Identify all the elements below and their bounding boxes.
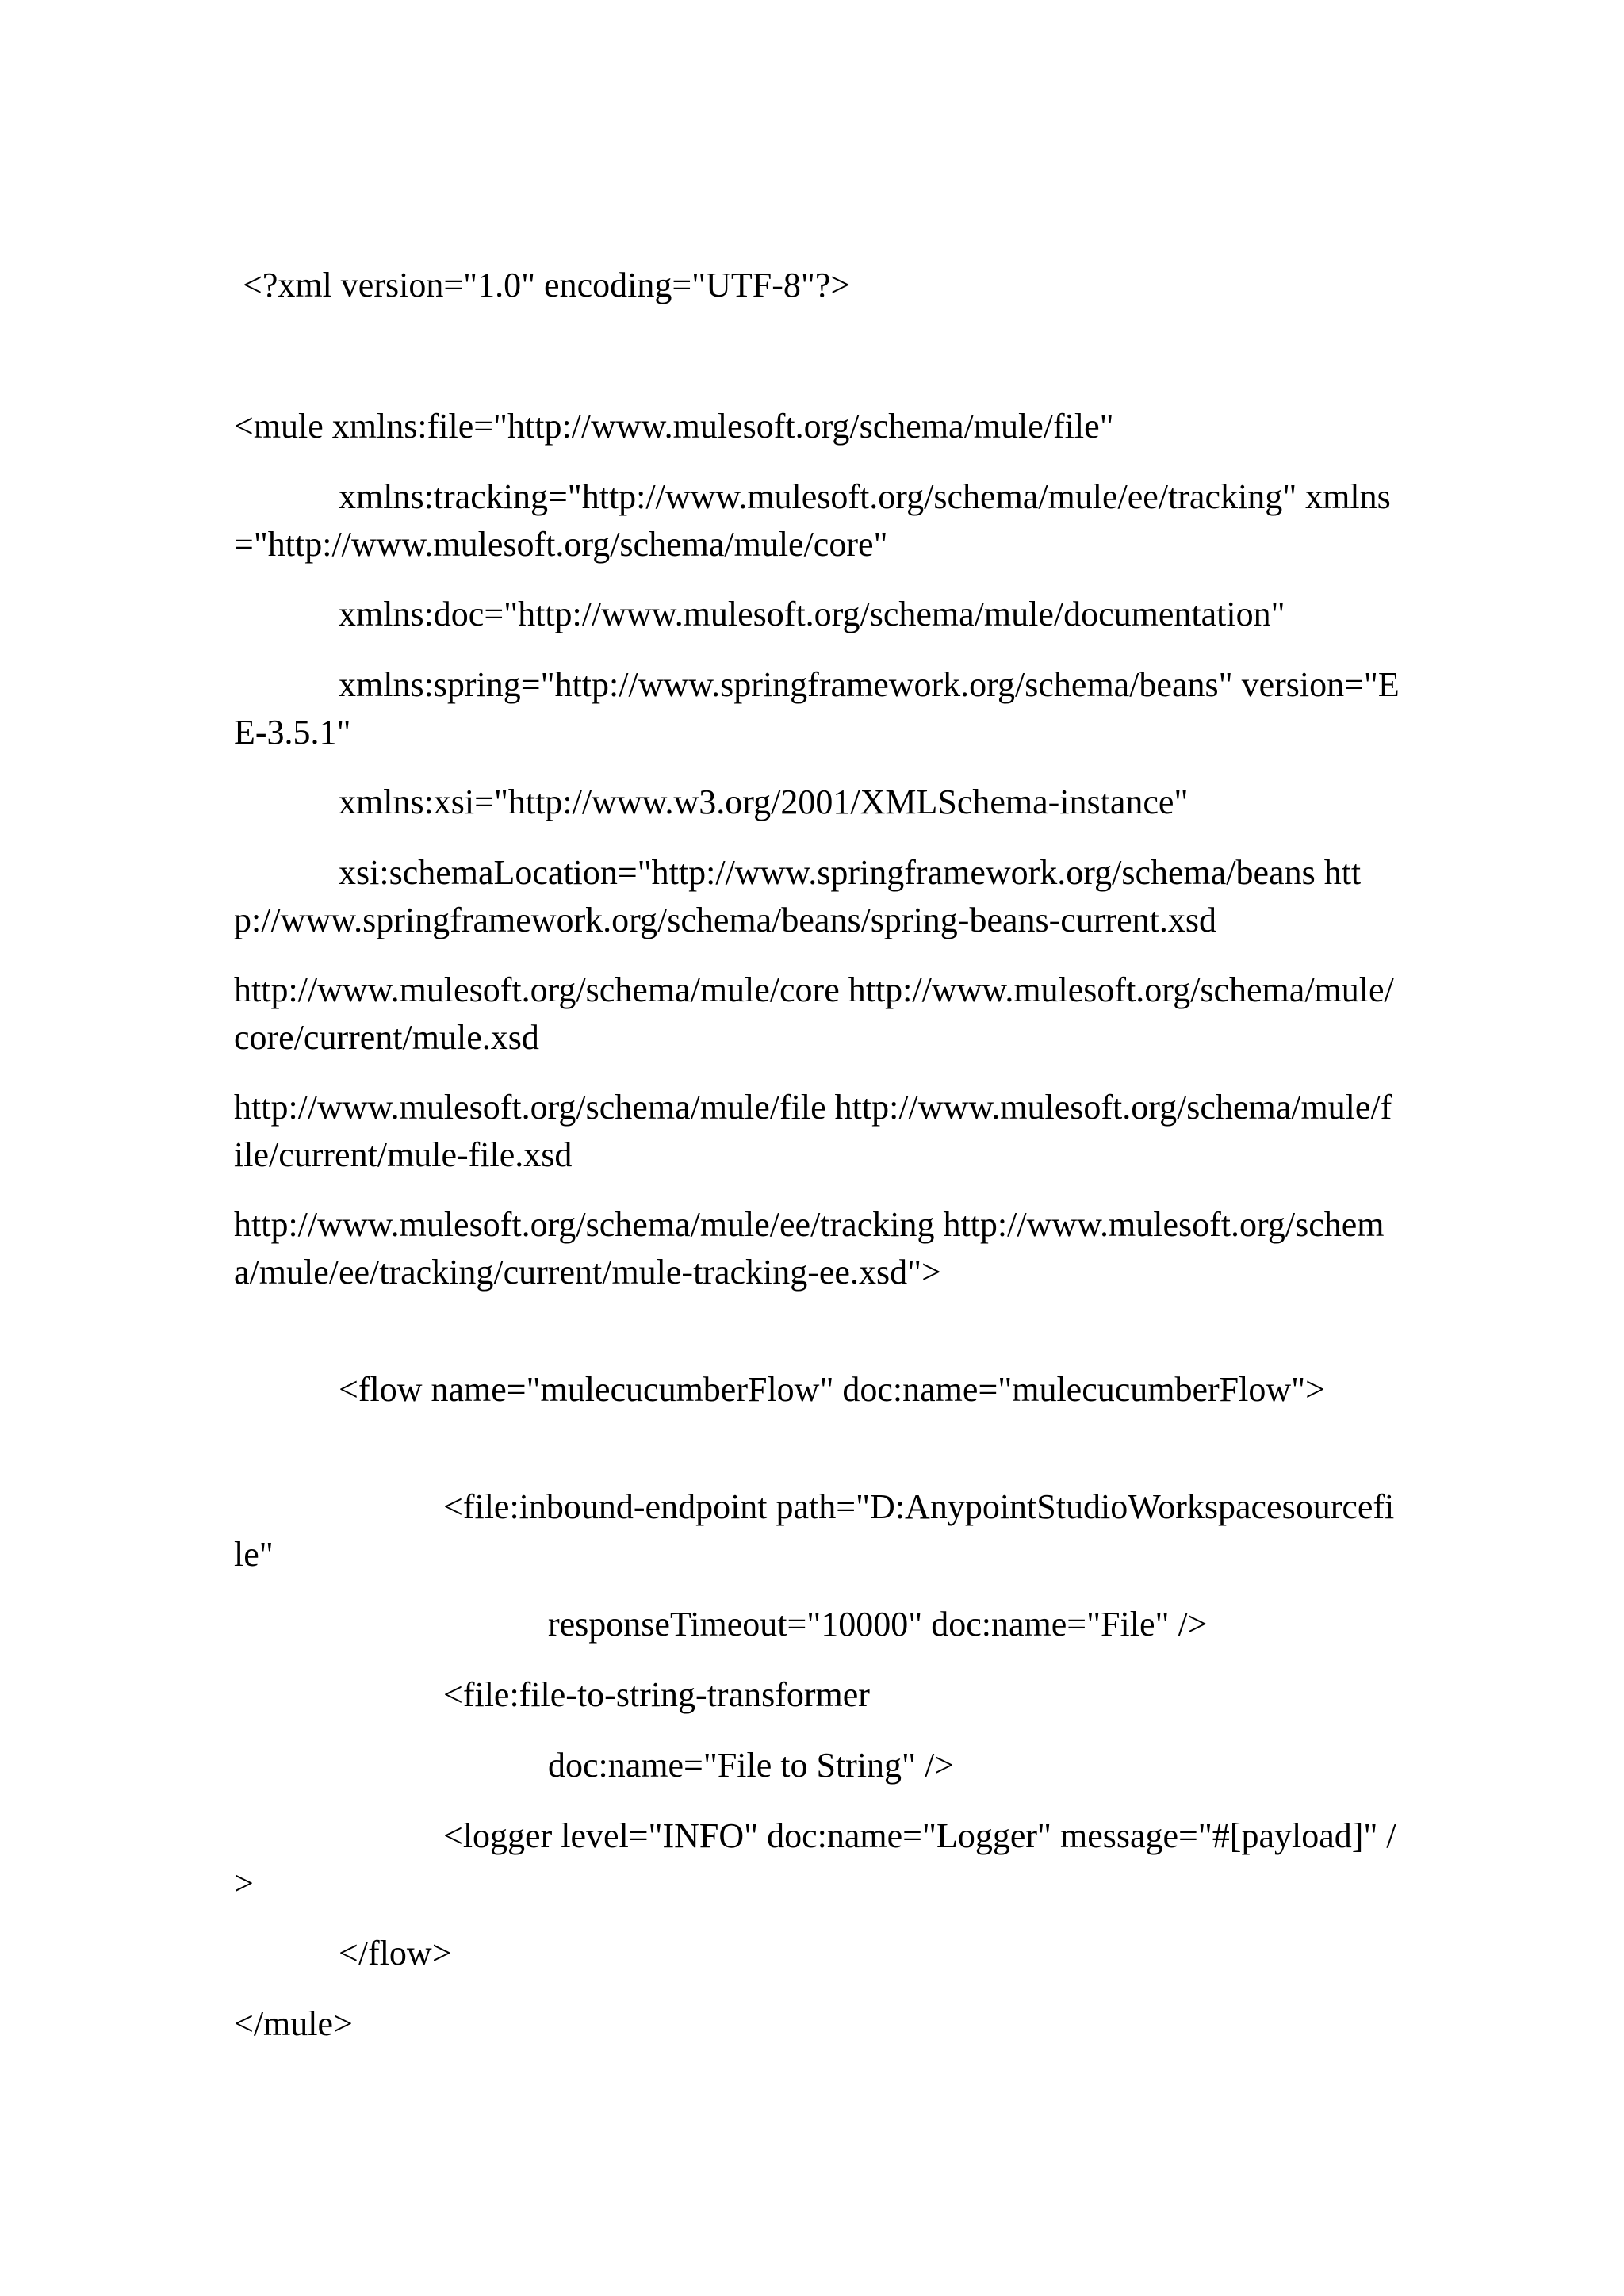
file-inbound-endpoint: <file:inbound-endpoint path="D:AnypointStudioWorkspacesourcefile" xyxy=(234,1487,1395,1574)
schema-location-tracking: http://www.mulesoft.org/schema/mule/ee/tracking http://www.mulesoft.org/schema/mule/ee/tracking/current/mule-tracking-ee.xsd"> xyxy=(234,1205,1385,1292)
schema-location-spring: xsi:schemaLocation="http://www.springframework.org/schema/beans http://www.springframework.org/schema/beans/spring-beans-current.xsd xyxy=(234,853,1362,939)
xmlns-tracking: xmlns:tracking="http://www.mulesoft.org/schema/mule/ee/tracking" xmlns="http://www.mulesoft.org/schema/mule/core" xyxy=(234,477,1391,564)
logger-element: <logger level="INFO" doc:name="Logger" message="#[payload]" /> xyxy=(234,1816,1396,1903)
file-to-string-transformer: <file:file-to-string-transformer xyxy=(234,1675,870,1714)
file-to-string-docname: doc:name="File to String" /> xyxy=(234,1746,955,1785)
flow-close: </flow> xyxy=(234,1934,452,1973)
schema-location-file: http://www.mulesoft.org/schema/mule/file http://www.mulesoft.org/schema/mule/file/current/mule-file.xsd xyxy=(234,1088,1392,1174)
response-timeout-attr: responseTimeout="10000" doc:name="File" /> xyxy=(234,1605,1208,1644)
flow-open: <flow name="mulecucumberFlow" doc:name="mulecucumberFlow"> xyxy=(234,1370,1325,1409)
xmlns-spring: xmlns:spring="http://www.springframework.org/schema/beans" version="EE-3.5.1" xyxy=(234,665,1400,752)
mule-root-open: <mule xmlns:file="http://www.mulesoft.org/schema/mule/file" xyxy=(234,407,1114,446)
xmlns-doc: xmlns:doc="http://www.mulesoft.org/schema/mule/documentation" xyxy=(234,595,1285,633)
mule-root-close: </mule> xyxy=(234,2004,353,2043)
xml-declaration: <?xml version="1.0" encoding="UTF-8"?> xyxy=(234,266,851,304)
xmlns-xsi: xmlns:xsi="http://www.w3.org/2001/XMLSchema-instance" xyxy=(234,783,1189,821)
schema-location-core: http://www.mulesoft.org/schema/mule/core http://www.mulesoft.org/schema/mule/core/current/mule.xsd xyxy=(234,970,1394,1057)
